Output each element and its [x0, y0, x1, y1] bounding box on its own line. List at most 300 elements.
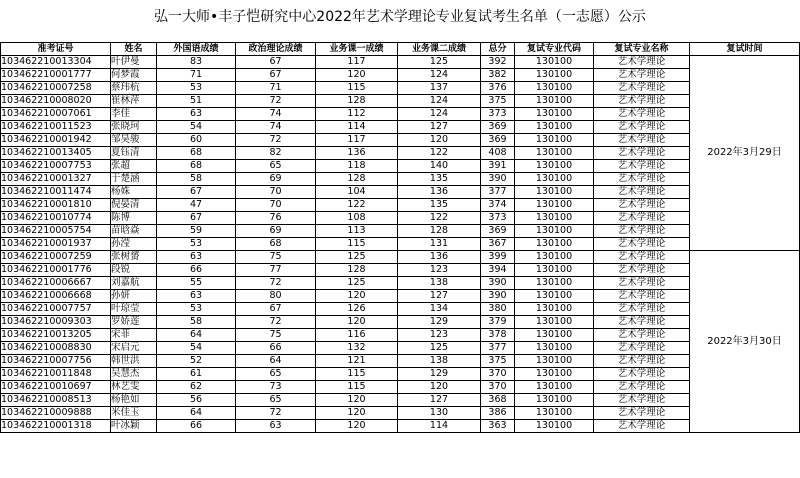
cell-name: 夏钰清: [111, 147, 157, 160]
cell-major-name: 艺术学理论: [594, 303, 690, 316]
cell-exam-id: 103462210006667: [1, 277, 111, 290]
cell-exam-id: 103462210006668: [1, 290, 111, 303]
cell-politics: 72: [236, 407, 316, 420]
cell-major-code: 130100: [515, 160, 594, 173]
cell-major-code: 130100: [515, 420, 594, 433]
cell-exam-id: 103462210001318: [1, 420, 111, 433]
cell-course-one: 125: [316, 251, 398, 264]
cell-total: 377: [481, 186, 515, 199]
table-row: [1, 108, 800, 121]
cell-foreign-language: 67: [157, 186, 236, 199]
table-row: [1, 368, 800, 381]
cell-course-one: 115: [316, 82, 398, 95]
cell-name: 韩世洪: [111, 355, 157, 368]
cell-total: 390: [481, 173, 515, 186]
cell-course-two: 130: [398, 407, 481, 420]
cell-foreign-language: 55: [157, 277, 236, 290]
cell-total: 392: [481, 56, 515, 69]
cell-politics: 75: [236, 329, 316, 342]
cell-name: 宋菲: [111, 329, 157, 342]
cell-major-code: 130100: [515, 251, 594, 264]
cell-name: 林艺雯: [111, 381, 157, 394]
cell-course-two: 124: [398, 69, 481, 82]
cell-name: 杨艳如: [111, 394, 157, 407]
cell-course-one: 115: [316, 381, 398, 394]
header-course-one: 业务课一成绩: [316, 43, 398, 56]
cell-course-one: 136: [316, 147, 398, 160]
cell-exam-id: 103462210011474: [1, 186, 111, 199]
cell-name: 蔡玮杭: [111, 82, 157, 95]
cell-politics: 65: [236, 368, 316, 381]
table-row: [1, 303, 800, 316]
cell-major-code: 130100: [515, 264, 594, 277]
table-row: [1, 225, 800, 238]
cell-major-name: 艺术学理论: [594, 381, 690, 394]
cell-interview-date: 2022年3月30日: [690, 251, 800, 433]
table-row: [1, 290, 800, 303]
cell-major-name: 艺术学理论: [594, 134, 690, 147]
header-politics: 政治理论成绩: [236, 43, 316, 56]
cell-major-code: 130100: [515, 277, 594, 290]
cell-foreign-language: 53: [157, 238, 236, 251]
cell-foreign-language: 54: [157, 342, 236, 355]
cell-major-code: 130100: [515, 329, 594, 342]
cell-exam-id: 103462210010774: [1, 212, 111, 225]
cell-foreign-language: 53: [157, 303, 236, 316]
cell-course-two: 120: [398, 134, 481, 147]
cell-name: 陈博: [111, 212, 157, 225]
cell-name: 杨姝: [111, 186, 157, 199]
cell-course-one: 116: [316, 329, 398, 342]
table-row: [1, 121, 800, 134]
cell-exam-id: 103462210013405: [1, 147, 111, 160]
cell-course-one: 104: [316, 186, 398, 199]
cell-course-one: 113: [316, 225, 398, 238]
cell-major-name: 艺术学理论: [594, 173, 690, 186]
cell-major-name: 艺术学理论: [594, 82, 690, 95]
cell-exam-id: 103462210008830: [1, 342, 111, 355]
cell-foreign-language: 58: [157, 173, 236, 186]
cell-name: 吴慧杰: [111, 368, 157, 381]
cell-politics: 75: [236, 251, 316, 264]
header-row: [1, 43, 800, 56]
cell-course-two: 120: [398, 381, 481, 394]
cell-total: 369: [481, 134, 515, 147]
cell-name: 张超: [111, 160, 157, 173]
cell-course-two: 140: [398, 160, 481, 173]
cell-total: 368: [481, 394, 515, 407]
cell-exam-id: 103462210013304: [1, 56, 111, 69]
cell-major-name: 艺术学理论: [594, 420, 690, 433]
cell-major-code: 130100: [515, 394, 594, 407]
cell-course-two: 135: [398, 199, 481, 212]
cell-course-one: 112: [316, 108, 398, 121]
cell-foreign-language: 66: [157, 420, 236, 433]
cell-major-code: 130100: [515, 108, 594, 121]
table-row: [1, 160, 800, 173]
cell-major-code: 130100: [515, 290, 594, 303]
cell-major-name: 艺术学理论: [594, 56, 690, 69]
cell-politics: 63: [236, 420, 316, 433]
table-row: [1, 394, 800, 407]
cell-total: 370: [481, 381, 515, 394]
page-title: 弘一大师•丰子恺研究中心2022年艺术学理论专业复试考生名单（一志愿）公示: [154, 9, 646, 25]
cell-foreign-language: 51: [157, 95, 236, 108]
cell-course-one: 117: [316, 134, 398, 147]
cell-name: 段锐: [111, 264, 157, 277]
cell-foreign-language: 60: [157, 134, 236, 147]
header-exam-id: 准考证号: [1, 43, 111, 56]
cell-course-two: 123: [398, 329, 481, 342]
cell-major-name: 艺术学理论: [594, 329, 690, 342]
header-foreign-language: 外国语成绩: [157, 43, 236, 56]
cell-politics: 71: [236, 82, 316, 95]
cell-major-name: 艺术学理论: [594, 212, 690, 225]
table-row: [1, 316, 800, 329]
table-row: [1, 407, 800, 420]
cell-foreign-language: 66: [157, 264, 236, 277]
cell-foreign-language: 54: [157, 121, 236, 134]
cell-exam-id: 103462210007061: [1, 108, 111, 121]
cell-course-two: 138: [398, 355, 481, 368]
cell-total: 375: [481, 95, 515, 108]
cell-politics: 65: [236, 160, 316, 173]
cell-name: 米佳玉: [111, 407, 157, 420]
cell-name: 宋启元: [111, 342, 157, 355]
cell-course-one: 128: [316, 173, 398, 186]
cell-course-two: 137: [398, 82, 481, 95]
cell-major-code: 130100: [515, 173, 594, 186]
cell-major-code: 130100: [515, 407, 594, 420]
cell-major-name: 艺术学理论: [594, 225, 690, 238]
cell-name: 邹昊骏: [111, 134, 157, 147]
candidate-table: [0, 42, 800, 433]
table-row: [1, 186, 800, 199]
cell-major-code: 130100: [515, 69, 594, 82]
cell-major-code: 130100: [515, 342, 594, 355]
cell-exam-id: 103462210010697: [1, 381, 111, 394]
cell-foreign-language: 52: [157, 355, 236, 368]
cell-politics: 76: [236, 212, 316, 225]
table-row: [1, 56, 800, 69]
table-row: [1, 381, 800, 394]
cell-exam-id: 103462210001776: [1, 264, 111, 277]
cell-name: 孙滢: [111, 238, 157, 251]
table-row: [1, 329, 800, 342]
cell-course-two: 135: [398, 173, 481, 186]
cell-name: 崔林萍: [111, 95, 157, 108]
cell-course-one: 117: [316, 56, 398, 69]
cell-course-one: 128: [316, 264, 398, 277]
cell-course-two: 138: [398, 277, 481, 290]
table-row: [1, 95, 800, 108]
cell-major-code: 130100: [515, 225, 594, 238]
cell-foreign-language: 63: [157, 251, 236, 264]
cell-major-name: 艺术学理论: [594, 186, 690, 199]
cell-major-code: 130100: [515, 212, 594, 225]
cell-course-one: 122: [316, 199, 398, 212]
cell-politics: 69: [236, 225, 316, 238]
cell-exam-id: 103462210007756: [1, 355, 111, 368]
cell-politics: 69: [236, 173, 316, 186]
cell-major-code: 130100: [515, 56, 594, 69]
cell-name: 李佳: [111, 108, 157, 121]
cell-major-code: 130100: [515, 368, 594, 381]
cell-major-name: 艺术学理论: [594, 316, 690, 329]
cell-major-name: 艺术学理论: [594, 160, 690, 173]
cell-course-two: 127: [398, 394, 481, 407]
cell-name: 于楚涵: [111, 173, 157, 186]
cell-course-one: 132: [316, 342, 398, 355]
cell-total: 380: [481, 303, 515, 316]
cell-course-two: 129: [398, 368, 481, 381]
cell-exam-id: 103462210001937: [1, 238, 111, 251]
cell-exam-id: 103462210007757: [1, 303, 111, 316]
header-course-two: 业务课二成绩: [398, 43, 481, 56]
cell-major-code: 130100: [515, 199, 594, 212]
cell-total: 367: [481, 238, 515, 251]
cell-major-code: 130100: [515, 121, 594, 134]
table-row: [1, 212, 800, 225]
cell-major-code: 130100: [515, 381, 594, 394]
cell-exam-id: 103462210008513: [1, 394, 111, 407]
cell-major-name: 艺术学理论: [594, 147, 690, 160]
cell-name: 张树赟: [111, 251, 157, 264]
cell-name: 罗娇莲: [111, 316, 157, 329]
table-row: [1, 264, 800, 277]
cell-major-name: 艺术学理论: [594, 108, 690, 121]
cell-politics: 70: [236, 186, 316, 199]
cell-total: 386: [481, 407, 515, 420]
cell-exam-id: 103462210008020: [1, 95, 111, 108]
cell-total: 369: [481, 121, 515, 134]
cell-major-code: 130100: [515, 82, 594, 95]
cell-exam-id: 103462210001327: [1, 173, 111, 186]
cell-course-two: 127: [398, 290, 481, 303]
cell-name: 叶冰颖: [111, 420, 157, 433]
cell-exam-id: 103462210001777: [1, 69, 111, 82]
cell-politics: 67: [236, 69, 316, 82]
table-row: [1, 355, 800, 368]
cell-major-name: 艺术学理论: [594, 69, 690, 82]
cell-major-code: 130100: [515, 316, 594, 329]
cell-interview-date: 2022年3月29日: [690, 56, 800, 251]
table-row: [1, 82, 800, 95]
cell-foreign-language: 67: [157, 212, 236, 225]
cell-total: 373: [481, 212, 515, 225]
cell-course-two: 134: [398, 303, 481, 316]
cell-major-name: 艺术学理论: [594, 290, 690, 303]
table-row: [1, 251, 800, 264]
table-row: [1, 69, 800, 82]
header-name: 姓名: [111, 43, 157, 56]
cell-course-two: 125: [398, 56, 481, 69]
cell-exam-id: 103462210011848: [1, 368, 111, 381]
cell-major-name: 艺术学理论: [594, 238, 690, 251]
cell-exam-id: 103462210007258: [1, 82, 111, 95]
cell-major-name: 艺术学理论: [594, 342, 690, 355]
cell-total: 390: [481, 277, 515, 290]
cell-total: 376: [481, 82, 515, 95]
cell-foreign-language: 53: [157, 82, 236, 95]
cell-major-name: 艺术学理论: [594, 407, 690, 420]
cell-foreign-language: 64: [157, 407, 236, 420]
cell-major-name: 艺术学理论: [594, 394, 690, 407]
cell-course-one: 115: [316, 238, 398, 251]
cell-foreign-language: 61: [157, 368, 236, 381]
cell-major-name: 艺术学理论: [594, 251, 690, 264]
cell-course-two: 114: [398, 420, 481, 433]
cell-total: 370: [481, 368, 515, 381]
cell-total: 394: [481, 264, 515, 277]
cell-politics: 72: [236, 134, 316, 147]
cell-foreign-language: 58: [157, 316, 236, 329]
cell-exam-id: 103462210009303: [1, 316, 111, 329]
cell-foreign-language: 47: [157, 199, 236, 212]
cell-course-two: 124: [398, 95, 481, 108]
cell-course-two: 136: [398, 186, 481, 199]
table-row: [1, 199, 800, 212]
cell-course-two: 127: [398, 121, 481, 134]
header-major-name: 复试专业名称: [594, 43, 690, 56]
cell-total: 378: [481, 329, 515, 342]
header-interview-time: 复试时间: [690, 43, 800, 56]
cell-politics: 80: [236, 290, 316, 303]
cell-total: 375: [481, 355, 515, 368]
cell-total: 374: [481, 199, 515, 212]
cell-course-one: 120: [316, 69, 398, 82]
cell-course-one: 120: [316, 420, 398, 433]
table-row: [1, 238, 800, 251]
cell-exam-id: 103462210001942: [1, 134, 111, 147]
table-row: [1, 173, 800, 186]
cell-politics: 74: [236, 121, 316, 134]
cell-course-two: 125: [398, 342, 481, 355]
cell-course-two: 124: [398, 108, 481, 121]
cell-foreign-language: 68: [157, 147, 236, 160]
cell-foreign-language: 64: [157, 329, 236, 342]
cell-course-one: 114: [316, 121, 398, 134]
cell-politics: 72: [236, 316, 316, 329]
cell-politics: 77: [236, 264, 316, 277]
table-row: [1, 342, 800, 355]
cell-major-name: 艺术学理论: [594, 355, 690, 368]
cell-politics: 72: [236, 95, 316, 108]
table-row: [1, 134, 800, 147]
cell-major-code: 130100: [515, 95, 594, 108]
cell-course-one: 108: [316, 212, 398, 225]
header-major-code: 复试专业代码: [515, 43, 594, 56]
cell-exam-id: 103462210011523: [1, 121, 111, 134]
cell-name: 苗晗焱: [111, 225, 157, 238]
cell-total: 391: [481, 160, 515, 173]
cell-name: 叶伊曼: [111, 56, 157, 69]
cell-politics: 67: [236, 303, 316, 316]
cell-total: 408: [481, 147, 515, 160]
cell-politics: 67: [236, 56, 316, 69]
table-row: [1, 147, 800, 160]
cell-politics: 73: [236, 381, 316, 394]
cell-name: 倪晏清: [111, 199, 157, 212]
cell-politics: 65: [236, 394, 316, 407]
cell-course-one: 128: [316, 95, 398, 108]
cell-course-two: 123: [398, 264, 481, 277]
cell-total: 399: [481, 251, 515, 264]
cell-course-two: 122: [398, 212, 481, 225]
cell-course-one: 121: [316, 355, 398, 368]
cell-course-two: 131: [398, 238, 481, 251]
cell-total: 379: [481, 316, 515, 329]
cell-course-one: 115: [316, 368, 398, 381]
cell-politics: 82: [236, 147, 316, 160]
cell-major-name: 艺术学理论: [594, 264, 690, 277]
cell-course-one: 120: [316, 316, 398, 329]
cell-name: 孙妍: [111, 290, 157, 303]
cell-exam-id: 103462210009888: [1, 407, 111, 420]
cell-major-name: 艺术学理论: [594, 95, 690, 108]
cell-total: 382: [481, 69, 515, 82]
cell-foreign-language: 71: [157, 69, 236, 82]
cell-politics: 66: [236, 342, 316, 355]
cell-major-code: 130100: [515, 238, 594, 251]
cell-major-code: 130100: [515, 186, 594, 199]
cell-foreign-language: 63: [157, 108, 236, 121]
table-row: [1, 420, 800, 433]
header-total: 总分: [481, 43, 515, 56]
cell-course-one: 126: [316, 303, 398, 316]
cell-major-code: 130100: [515, 134, 594, 147]
cell-total: 369: [481, 225, 515, 238]
cell-name: 张晓珂: [111, 121, 157, 134]
cell-foreign-language: 62: [157, 381, 236, 394]
cell-exam-id: 103462210013205: [1, 329, 111, 342]
cell-name: 叶琼莹: [111, 303, 157, 316]
cell-course-two: 129: [398, 316, 481, 329]
cell-politics: 68: [236, 238, 316, 251]
cell-name: 刘嘉航: [111, 277, 157, 290]
cell-course-one: 118: [316, 160, 398, 173]
cell-course-one: 120: [316, 394, 398, 407]
cell-course-two: 122: [398, 147, 481, 160]
table-row: [1, 277, 800, 290]
cell-total: 390: [481, 290, 515, 303]
cell-foreign-language: 68: [157, 160, 236, 173]
cell-total: 373: [481, 108, 515, 121]
cell-politics: 74: [236, 108, 316, 121]
cell-exam-id: 103462210007259: [1, 251, 111, 264]
cell-exam-id: 103462210007753: [1, 160, 111, 173]
cell-major-name: 艺术学理论: [594, 121, 690, 134]
cell-politics: 72: [236, 277, 316, 290]
table-body: [1, 56, 800, 433]
cell-total: 363: [481, 420, 515, 433]
cell-politics: 64: [236, 355, 316, 368]
cell-major-name: 艺术学理论: [594, 368, 690, 381]
cell-exam-id: 103462210005754: [1, 225, 111, 238]
cell-course-two: 136: [398, 251, 481, 264]
cell-name: 何梦霞: [111, 69, 157, 82]
cell-foreign-language: 59: [157, 225, 236, 238]
cell-exam-id: 103462210001810: [1, 199, 111, 212]
cell-foreign-language: 56: [157, 394, 236, 407]
cell-foreign-language: 63: [157, 290, 236, 303]
cell-total: 377: [481, 342, 515, 355]
cell-major-name: 艺术学理论: [594, 199, 690, 212]
cell-politics: 70: [236, 199, 316, 212]
cell-major-name: 艺术学理论: [594, 277, 690, 290]
cell-course-one: 125: [316, 277, 398, 290]
cell-foreign-language: 83: [157, 56, 236, 69]
